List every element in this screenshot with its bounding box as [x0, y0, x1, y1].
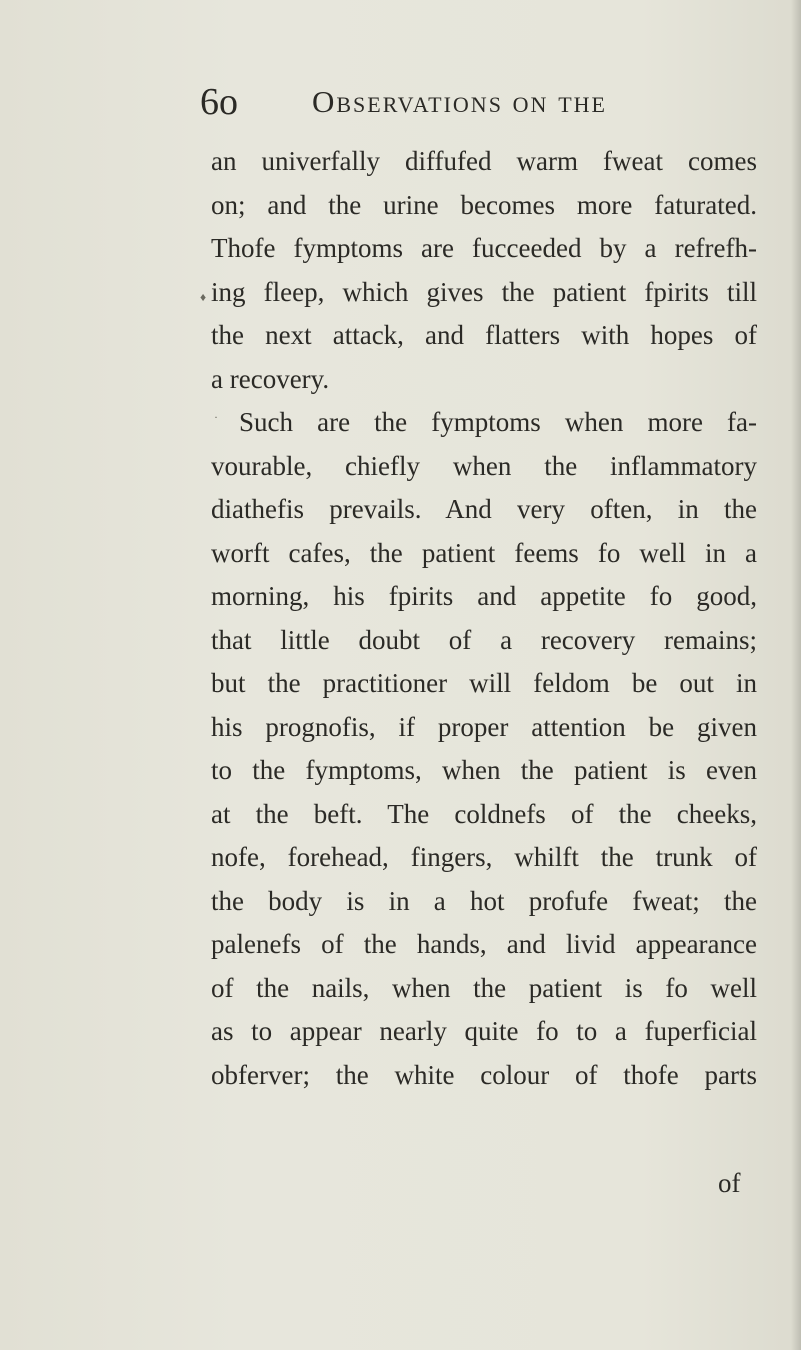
text-line: obferver; the white colour of thofe parts — [211, 1059, 757, 1090]
page-header — [0, 80, 801, 130]
text-line: Such are the fymptoms when more fa- — [239, 407, 757, 437]
ink-speck: · — [214, 410, 218, 424]
text-line: the body is in a hot profufe fweat; the — [211, 885, 757, 916]
body-text — [211, 140, 791, 1097]
text-line: palenefs of the hands, and livid appearance — [211, 929, 757, 959]
text-line: but the practitioner will feldom be out in — [211, 668, 757, 698]
text-line: morning, his fpirits and appetite fo good, — [211, 581, 757, 611]
text-line: to the fymptoms, when the patient is even — [211, 755, 757, 785]
text-line: of the nails, when the patient is fo well — [211, 972, 757, 1003]
text-line: his prognofis, if proper attention be given — [211, 711, 757, 742]
text-line: vourable, chiefly when the inflammatory — [211, 450, 757, 481]
page-number: 6o — [200, 81, 238, 123]
text-line: the next attack, and flatters with hopes of — [211, 320, 757, 350]
text-line: ing fleep, which gives the patient fpirits till — [211, 276, 757, 307]
text-line: diathefis prevails. And very often, in the — [211, 494, 757, 524]
ink-speck: ♦ — [200, 290, 207, 304]
running-title: Observations on the — [312, 84, 607, 119]
text-line: as to appear nearly quite fo to a fuperficial — [211, 1016, 757, 1046]
text-line: nofe, forehead, fingers, whilft the trunk of — [211, 842, 757, 872]
catchword: of — [718, 1168, 741, 1198]
text-line: that little doubt of a recovery remains; — [211, 624, 757, 655]
text-line: worft cafes, the patient feems fo well in a — [211, 537, 757, 568]
text-line: an univerfally diffufed warm fweat comes — [211, 146, 757, 176]
text-line: on; and the urine becomes more faturated. — [211, 189, 757, 220]
text-line: at the beft. The coldnefs of the cheeks, — [211, 798, 757, 829]
page-edge-shadow — [791, 0, 801, 1350]
text-line: a recovery. — [211, 363, 330, 394]
text-line: Thofe fymptoms are fucceeded by a refrefh- — [211, 233, 757, 263]
